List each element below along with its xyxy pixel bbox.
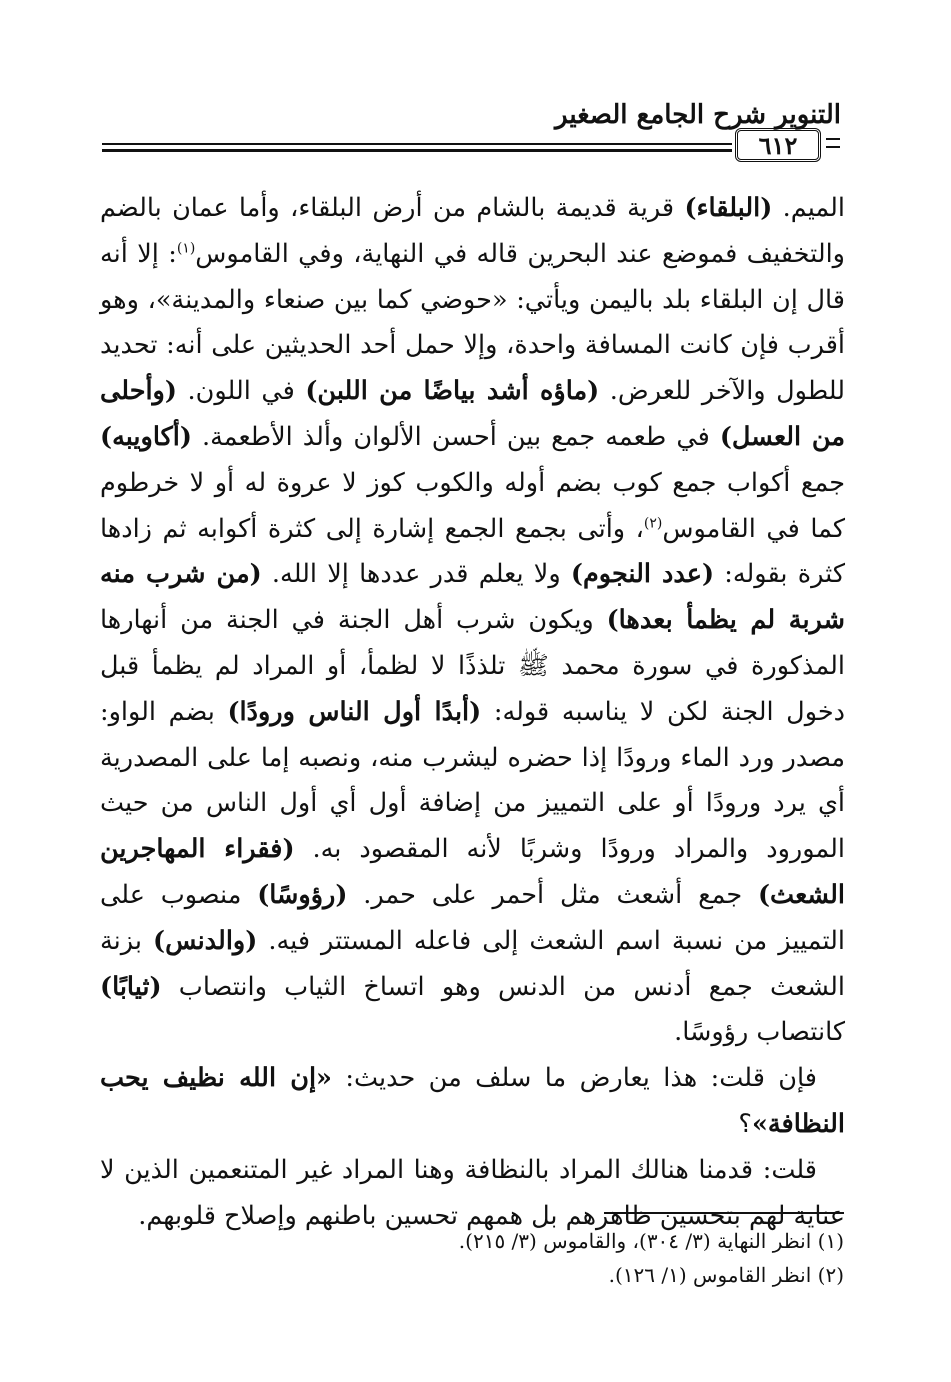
bold-phrase: (عدد النجوم)	[570, 559, 715, 590]
bold-phrase: (والدنس)	[153, 925, 258, 956]
bold-phrase: (البلقاء)	[684, 193, 773, 223]
bold-phrase: (ماؤه أشد بياضًا من اللبن)	[305, 376, 600, 407]
footnote-2: (٢) انظر القاموس (١/ ١٢٦).	[608, 1263, 844, 1287]
footnote-ref-2: (٢)	[643, 515, 663, 532]
paragraph-3: قلت: قدمنا هنالك المراد بالنظافة وهنا المراد غير المتنعمين الذين لا عناية لهم بتحسين ظاهرهم بل همهم تحسين باطنهم وإصلاح قلوبهم.	[100, 1154, 845, 1231]
book-title: التنوير شرح الجامع الصغير	[555, 100, 841, 130]
bold-phrase: «إن الله نظيف يحب النظافة»	[100, 1063, 845, 1139]
bold-phrase: (ثيابًا)	[100, 971, 162, 1002]
footnote-1: (١) انظر النهاية (٣/ ٣٠٤)، والقاموس (٣/ ٢١٥).	[458, 1229, 844, 1253]
bold-phrase: (وأحلى من العسل)	[100, 376, 846, 452]
bold-phrase: (رؤوسًا)	[257, 879, 348, 910]
header-rule-end	[826, 138, 840, 148]
bold-phrase: (فقراء المهاجرين الشعث)	[100, 834, 845, 910]
page-number-box	[735, 128, 821, 162]
main-text	[100, 186, 845, 1239]
bold-phrase: (أكاويبه)	[100, 421, 192, 452]
bold-phrase: (من شرب منه شربة لم يظمأ بعدها)	[100, 559, 845, 636]
footnote-ref-1: (١)	[176, 240, 196, 257]
page-number: ٦١٢	[758, 130, 798, 160]
footnotes	[344, 1224, 844, 1292]
footnote-separator	[604, 1212, 844, 1214]
paragraph-2: فإن قلت: هذا يعارض ما سلف من حديث: «إن الله نظيف يحب النظافة»؟	[100, 1063, 845, 1139]
header-double-rule	[102, 143, 732, 152]
bold-phrase: (أبدًا أول الناس ورودًا)	[227, 696, 482, 727]
paragraph-1: الميم. (البلقاء) قرية قديمة بالشام من أرض البلقاء، وأما عمان بالضم والتخفيف فموضع عند البحرين قاله في النهاية، وفي القاموس$^{(١)}$: إلا أنه قال إن البلقاء بلد باليمن ويأتي: «حوضي كما بين صنعاء والمدينة»، وهو أقرب فإن كانت المسافة واحدة، وإلا حمل أحد الحديثين على أنه: تحديد للطول والآخر للعرض. (ماؤه أشد بياضًا من اللبن) في اللون. (وأحلى من العسل) في طعمه جمع بين أحسن الألوان وألذ الأطعمة. (أكاويبه) جمع أكواب جمع كوب بضم أوله والكوب كوز لا عروة له أو لا خرطوم كما في القاموس$^{(٢)}$، وأتى بجمع الجمع إشارة إلى كثرة أكوابه ثم زادها كثرة بقوله: (عدد النجوم) ولا يعلم قدر عددها إلا الله. (من شرب منه شربة لم يظمأ بعدها) ويكون شرب أهل الجنة في الجنة من أنهارها المذكورة في سورة محمد ﷺ تلذذًا لا لظمأ، أو المراد لم يظمأ قبل دخول الجنة لكن لا يناسبه قوله: (أبدًا أول الناس ورودًا) بضم الواو: مصدر ورد الماء ورودًا إذا حضره ليشرب منه، ونصبه إما على المصدرية أي يرد ورودًا أو على التمييز من إضافة أول أي أول الناس من حيث المورود والمراد ورودًا وشربًا لأنه المقصود به. (فقراء المهاجرين الشعث) جمع أشعث مثل أحمر على حمر. (رؤوسًا) منصوب على التمييز من نسبة اسم الشعث إلى فاعله المستتر فيه. (والدنس) بزنة الشعث جمع أدنس من الدنس وهو اتساخ الثياب وانتصاب (ثيابًا) كانتصاب رؤوسًا.	[100, 193, 846, 1048]
